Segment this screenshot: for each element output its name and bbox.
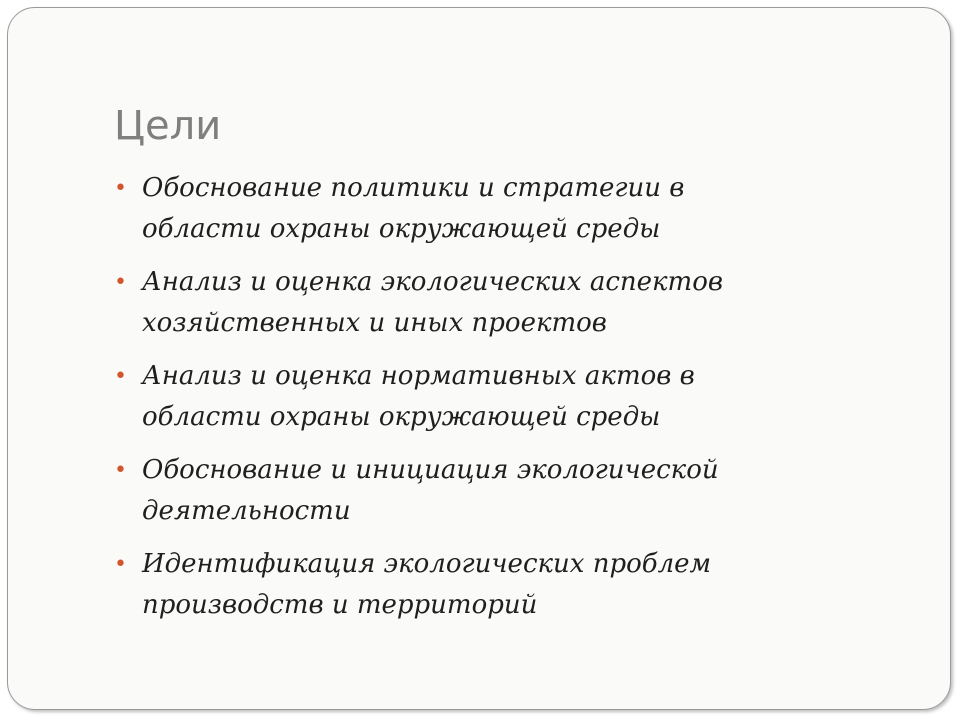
bullet-list [114, 168, 804, 638]
bullet-dot-icon: • [114, 458, 127, 483]
bullet-item [114, 450, 804, 532]
bullet-text: Идентификация экологических проблем производств и территорий [142, 549, 712, 620]
bullet-text: Анализ и оценка нормативных актов в области охраны окружающей среды [142, 361, 695, 432]
slide-title: Цели [114, 103, 222, 149]
bullet-text: Обоснование политики и стратегии в области охраны окружающей среды [142, 173, 685, 244]
bullet-dot-icon: • [114, 176, 127, 201]
bullet-dot-icon: • [114, 364, 127, 389]
bullet-item [114, 168, 804, 250]
slide-frame [7, 7, 951, 710]
bullet-item [114, 262, 804, 344]
bullet-text: Анализ и оценка экологических аспектов хозяйственных и иных проектов [142, 267, 723, 338]
bullet-item [114, 356, 804, 438]
bullet-item [114, 544, 804, 626]
bullet-dot-icon: • [114, 552, 127, 577]
bullet-dot-icon: • [114, 270, 127, 295]
bullet-text: Обоснование и инициация экологической деятельности [142, 455, 719, 526]
